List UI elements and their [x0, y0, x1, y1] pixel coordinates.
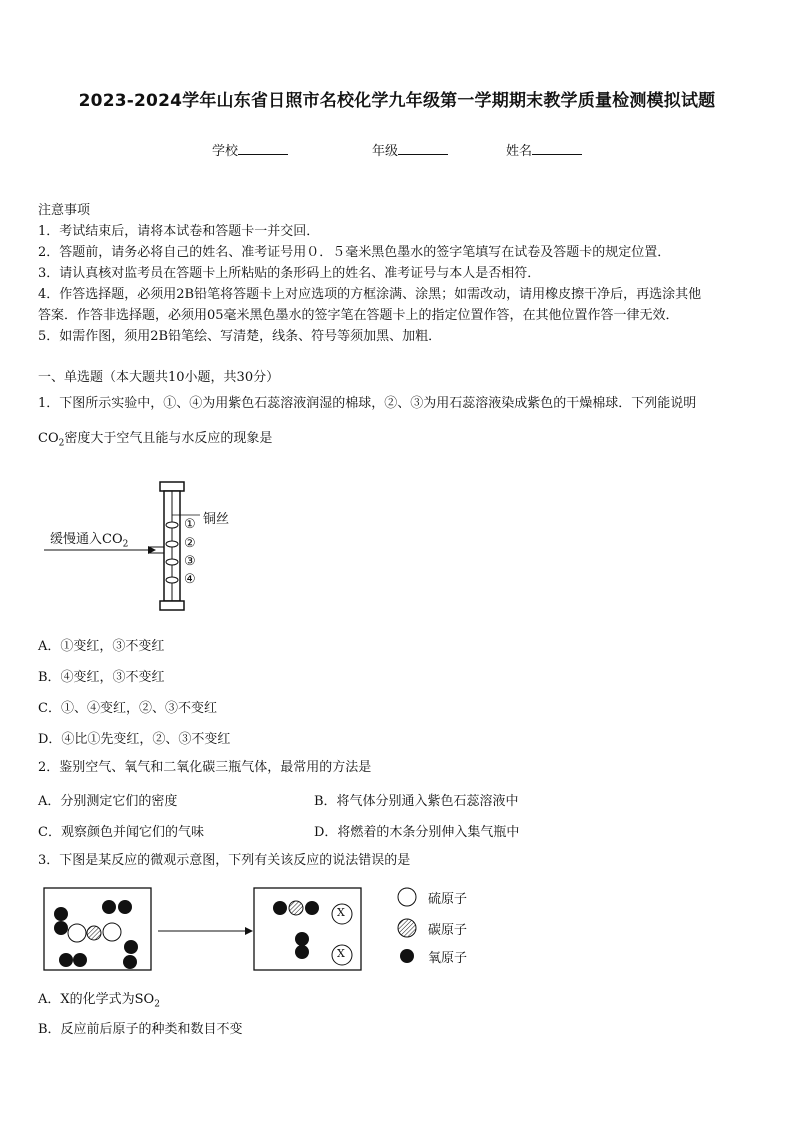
ball-label: ③ [184, 554, 196, 569]
so2-subscript: 2 [154, 999, 160, 1010]
oxygen-atom-icon [54, 921, 68, 935]
x-label: X [337, 947, 345, 960]
q1-option-c: C．①、④变红，②、③不变红 [38, 701, 217, 716]
name-label: 姓名 [506, 144, 533, 159]
legend-carbon: 碳原子 [428, 923, 468, 938]
q1-stem-rest: 密度大于空气且能与水反应的现象是 [64, 431, 273, 446]
q2-option-a: A．分别测定它们的密度 [38, 794, 178, 809]
oxygen-atom-icon [102, 900, 116, 914]
inlet-label-subscript: 2 [122, 539, 129, 550]
q1-stem-continued [38, 428, 272, 455]
notice-heading: 注意事项 [38, 203, 91, 218]
cotton-ball-icon [166, 577, 178, 583]
ball-label: ② [184, 536, 196, 551]
q1-option-b: B．④变红，③不变红 [38, 670, 165, 685]
x-label: X [337, 906, 345, 919]
inlet-label-text: 缓慢通入CO [50, 532, 123, 547]
grade-label: 年级 [372, 144, 399, 159]
oxygen-atom-icon [273, 901, 287, 915]
ball-label: ④ [184, 572, 196, 587]
oxygen-atom-icon [123, 955, 137, 969]
notice-item: 3．请认真核对监考员在答题卡上所粘贴的条形码上的姓名、准考证号与本人是否相符． [38, 266, 541, 281]
arrow-head-icon [245, 927, 253, 935]
notice-item: 5．如需作图，须用2B铅笔绘、写清楚，线条、符号等须加黑、加粗． [38, 329, 442, 344]
sulfur-atom-icon [103, 923, 121, 941]
notice-item: 2．答题前，请务必将自己的姓名、准考证号用０．５毫米黑色墨水的签字笔填写在试卷及答题卡的规定位置． [38, 245, 671, 260]
legend-carbon-icon [398, 919, 416, 937]
oxygen-atom-icon [54, 907, 68, 921]
co2-subscript: 2 [58, 438, 65, 449]
school-field [212, 140, 288, 159]
q1-apparatus-figure [40, 480, 250, 620]
carbon-atom-icon [289, 901, 303, 915]
cotton-ball-icon [166, 541, 178, 547]
q2-option-c: C．观察颜色并闻它们的气味 [38, 825, 204, 840]
cotton-ball-icon [166, 559, 178, 565]
oxygen-atom-icon [118, 900, 132, 914]
grade-blank [398, 141, 448, 155]
ball-label: ① [184, 517, 196, 532]
legend-sulfur-icon [398, 888, 416, 906]
q3-option-a-text: A．X的化学式为SO [38, 992, 155, 1007]
co2-formula: CO [38, 431, 59, 446]
q1-option-a: A．①变红，③不变红 [38, 639, 165, 654]
q3-reaction-figure [40, 880, 480, 980]
carbon-atom-icon [87, 926, 101, 940]
q1-stem: 1．下图所示实验中，①、④为用紫色石蕊溶液润湿的棉球，②、③为用石蕊溶液染成紫色的干燥棉球．下列能说明 [38, 396, 697, 411]
notice-item: 1．考试结束后，请将本试卷和答题卡一并交回． [38, 224, 320, 239]
grade-field [372, 140, 448, 159]
sulfur-atom-icon [68, 924, 86, 942]
legend-oxygen: 氧原子 [428, 951, 468, 966]
school-label: 学校 [212, 144, 239, 159]
q2-option-d: D．将燃着的木条分别伸入集气瓶中 [314, 825, 520, 840]
name-field [506, 140, 582, 159]
q3-stem: 3．下图是某反应的微观示意图，下列有关该反应的说法错误的是 [38, 853, 411, 868]
legend-sulfur: 硫原子 [428, 892, 468, 907]
q2-option-b: B．将气体分别通入紫色石蕊溶液中 [314, 794, 519, 809]
section-heading: 一、单选题（本大题共10小题，共30分） [38, 370, 280, 385]
wire-label: 铜丝 [203, 512, 230, 527]
oxygen-atom-icon [295, 945, 309, 959]
name-blank [532, 141, 582, 155]
cotton-ball-icon [166, 522, 178, 528]
inlet-label [50, 528, 128, 550]
notice-item: 4．作答选择题，必须用2B铅笔将答题卡上对应选项的方框涂满、涂黑；如需改动，请用橡皮擦干净后，再选涂其他 [38, 287, 702, 302]
oxygen-atom-icon [305, 901, 319, 915]
page-title: 2023-2024学年山东省日照市名校化学九年级第一学期期末教学质量检测模拟试题 [78, 91, 716, 111]
q3-option-a [38, 988, 160, 1010]
q1-option-d: D．④比①先变红，②、③不变红 [38, 732, 231, 747]
top-stopper-icon [160, 482, 184, 491]
notice-item: 答案．作答非选择题，必须用05毫米黑色墨水的签字笔在答题卡上的指定位置作答，在其他位置作答一律无效． [38, 308, 679, 323]
oxygen-atom-icon [295, 932, 309, 946]
bottom-stopper-icon [160, 601, 184, 610]
oxygen-atom-icon [73, 953, 87, 967]
oxygen-atom-icon [124, 940, 138, 954]
q2-stem: 2．鉴别空气、氧气和二氧化碳三瓶气体，最常用的方法是 [38, 760, 372, 775]
oxygen-atom-icon [59, 953, 73, 967]
legend-oxygen-icon [400, 949, 414, 963]
school-blank [238, 141, 288, 155]
q3-option-b: B．反应前后原子的种类和数目不变 [38, 1022, 243, 1037]
